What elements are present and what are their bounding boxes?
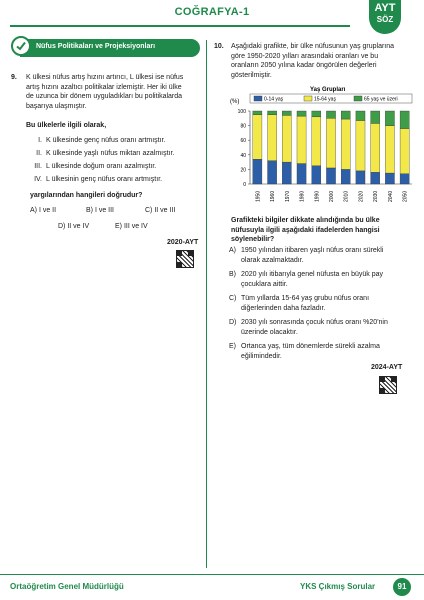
- y-tick-label: 40: [240, 152, 246, 159]
- bar-segment: [400, 111, 409, 129]
- chart-ylabel: (%): [230, 99, 240, 105]
- footer-divider: [0, 574, 424, 575]
- x-tick-label: 1950: [255, 190, 262, 202]
- page-number: 91: [393, 578, 411, 596]
- q9-question: yargılarından hangileri doğrudur?: [30, 192, 143, 199]
- bar-segment: [385, 111, 394, 126]
- bar-segment: [371, 172, 380, 184]
- q10-line: göre 1950-2020 yılları arasındaki oranları ve bu: [231, 52, 379, 60]
- q9-line: başarıya ulaşmıştır.: [26, 102, 87, 110]
- header-divider: [10, 25, 350, 27]
- bar-segment: [282, 111, 291, 115]
- q10-qr-code-icon[interactable]: [379, 376, 397, 394]
- page-title: COĞRAFYA-1: [174, 6, 250, 18]
- bar-segment: [371, 123, 380, 172]
- bar-segment: [371, 111, 380, 123]
- bar-segment: [253, 159, 262, 184]
- legend-label: 0-14 yaş: [264, 96, 284, 103]
- y-tick-label: 0: [243, 182, 246, 188]
- x-tick-label: 2010: [343, 190, 350, 202]
- q9-items: [30, 136, 200, 188]
- q10-line: gösterilmiştir.: [231, 71, 272, 79]
- chart-bars: [253, 111, 409, 184]
- x-tick-label: 2000: [329, 190, 335, 202]
- bar-segment: [400, 174, 409, 184]
- q9-line: K ülkesi nüfus artış hızını artırıcı, L ülkesi ise nüfus: [26, 74, 184, 81]
- bar-segment: [385, 173, 394, 184]
- chart-x-axis: [255, 191, 408, 202]
- bar-segment: [253, 111, 262, 115]
- footer-series-title: YKS Çıkmış Sorular: [300, 582, 376, 591]
- chart-title: Yaş Grupları: [310, 87, 346, 93]
- age-group-chart: [222, 84, 418, 206]
- q9-option-a[interactable]: A) I ve II: [30, 207, 57, 214]
- q10-question-line: söylenebilir?: [231, 236, 275, 244]
- y-tick-label: 100: [237, 109, 246, 115]
- q10-line: oranların 2050 yılına kadar öngörülen değerleri: [231, 62, 377, 70]
- bar-segment: [341, 111, 350, 119]
- q10-question-line: nüfusuyla ilgili aşağıdaki ifadelerden hangisi: [231, 226, 380, 234]
- q9-lead: Bu ülkelerle ilgili olarak,: [26, 122, 107, 129]
- bar-segment: [341, 119, 350, 169]
- q10-option-e[interactable]: E) Ortanca yaş, tüm dönemlerde sürekli azalma eğilimindedir.: [229, 343, 380, 360]
- ayt-soz-badge: [369, 0, 401, 34]
- legend-swatch: [354, 96, 362, 101]
- bar-segment: [253, 115, 262, 160]
- q9-qr-code-icon[interactable]: [176, 250, 194, 268]
- x-tick-label: 1970: [284, 190, 291, 202]
- y-tick-label: 80: [240, 123, 246, 130]
- bar-segment: [268, 161, 277, 184]
- x-tick-label: 2050: [402, 190, 409, 202]
- badge-soz: SÖZ: [376, 15, 394, 24]
- q9-item: II. K ülkesinde yaşlı nüfus miktarı azalmıştır.: [36, 150, 175, 157]
- q10-options: [229, 246, 414, 366]
- bar-segment: [312, 117, 321, 166]
- q10-option-a[interactable]: A) 1950 yılından itibaren yaşlı nüfus oranı sürekli olarak azalmaktadır.: [229, 247, 384, 264]
- x-tick-label: 1960: [270, 190, 277, 202]
- y-tick-label: 60: [240, 138, 246, 145]
- bar-segment: [356, 120, 365, 170]
- bar-segment: [385, 126, 394, 173]
- bar-segment: [326, 111, 335, 118]
- q9-option-c[interactable]: C) II ve III: [145, 207, 176, 214]
- bar-segment: [326, 118, 335, 168]
- bar-segment: [282, 115, 291, 162]
- bar-segment: [297, 164, 306, 184]
- q10-option-c[interactable]: C) Tüm yıllarda 15-64 yaş grubu nüfus oranı diğerlerinden daha fazladır.: [229, 295, 370, 312]
- x-tick-label: 2020: [358, 190, 365, 202]
- bar-segment: [312, 166, 321, 184]
- y-tick-label: 20: [240, 167, 246, 174]
- legend-swatch: [304, 96, 312, 101]
- bar-segment: [312, 111, 321, 117]
- q10-option-d[interactable]: D) 2030 yılı sonrasında çocuk nüfus oranı %20'nin üzerinde olacaktır.: [229, 319, 388, 336]
- q10-line: Aşağıdaki grafikte, bir ülke nüfusunun yaş gruplarına: [231, 43, 395, 50]
- q10-number: 10.: [214, 43, 224, 50]
- q9-line: de uzunca bir dönem uyguladıkları bu politikalarda: [26, 93, 183, 101]
- bar-segment: [356, 171, 365, 184]
- legend-label: 15-64 yaş: [314, 96, 336, 103]
- q9-year-tag: 2020-AYT: [167, 239, 199, 246]
- legend-swatch: [254, 96, 262, 101]
- bar-segment: [326, 168, 335, 184]
- bar-segment: [297, 116, 306, 163]
- bar-segment: [400, 129, 409, 174]
- x-tick-label: 2040: [387, 190, 394, 202]
- bar-segment: [297, 111, 306, 116]
- q9-line: artış hızını azaltıcı politikalar izlemiştir. Her iki ülke: [26, 83, 182, 91]
- q10-question: [231, 216, 416, 245]
- q10-question-line: Grafikteki bilgiler dikkate alındığında bu ülke: [231, 217, 380, 224]
- legend-label: 65 yaş ve üzeri: [364, 96, 398, 103]
- q10-option-b[interactable]: B) 2020 yılı itibarıyla genel nüfusta en büyük pay çocuklara aittir.: [229, 271, 384, 288]
- chart-legend: [250, 94, 412, 103]
- q9-option-e[interactable]: E) III ve IV: [115, 223, 148, 230]
- x-tick-label: 1980: [299, 190, 306, 202]
- q9-stem: [26, 73, 200, 111]
- x-tick-label: 1990: [314, 190, 321, 202]
- footer-publisher: Ortaöğretim Genel Müdürlüğü: [10, 582, 124, 591]
- q10-stem: [231, 42, 416, 80]
- bar-segment: [268, 111, 277, 115]
- q9-item: III. L ülkesinde doğum oranı azalmıştır.: [34, 163, 157, 170]
- bar-segment: [341, 169, 350, 184]
- q9-item: IV. L ülkesinin genç nüfus oranı artmıştır.: [34, 176, 163, 183]
- q9-item: I. K ülkesinde genç nüfus oranı artmıştır.: [38, 137, 166, 144]
- q9-number: 9.: [11, 74, 17, 81]
- bar-segment: [356, 111, 365, 120]
- q10-year-tag: 2024-AYT: [371, 364, 403, 371]
- bar-segment: [268, 115, 277, 161]
- check-circle-icon: [11, 36, 31, 56]
- column-divider: [206, 40, 207, 568]
- bar-segment: [282, 162, 291, 184]
- x-tick-label: 2030: [373, 190, 380, 202]
- badge-ayt: AYT: [374, 2, 396, 14]
- q9-option-b[interactable]: B) I ve III: [86, 207, 115, 214]
- q9-option-d[interactable]: D) II ve IV: [58, 223, 90, 230]
- section-title: Nüfus Politikaları ve Projeksiyonları: [36, 43, 156, 50]
